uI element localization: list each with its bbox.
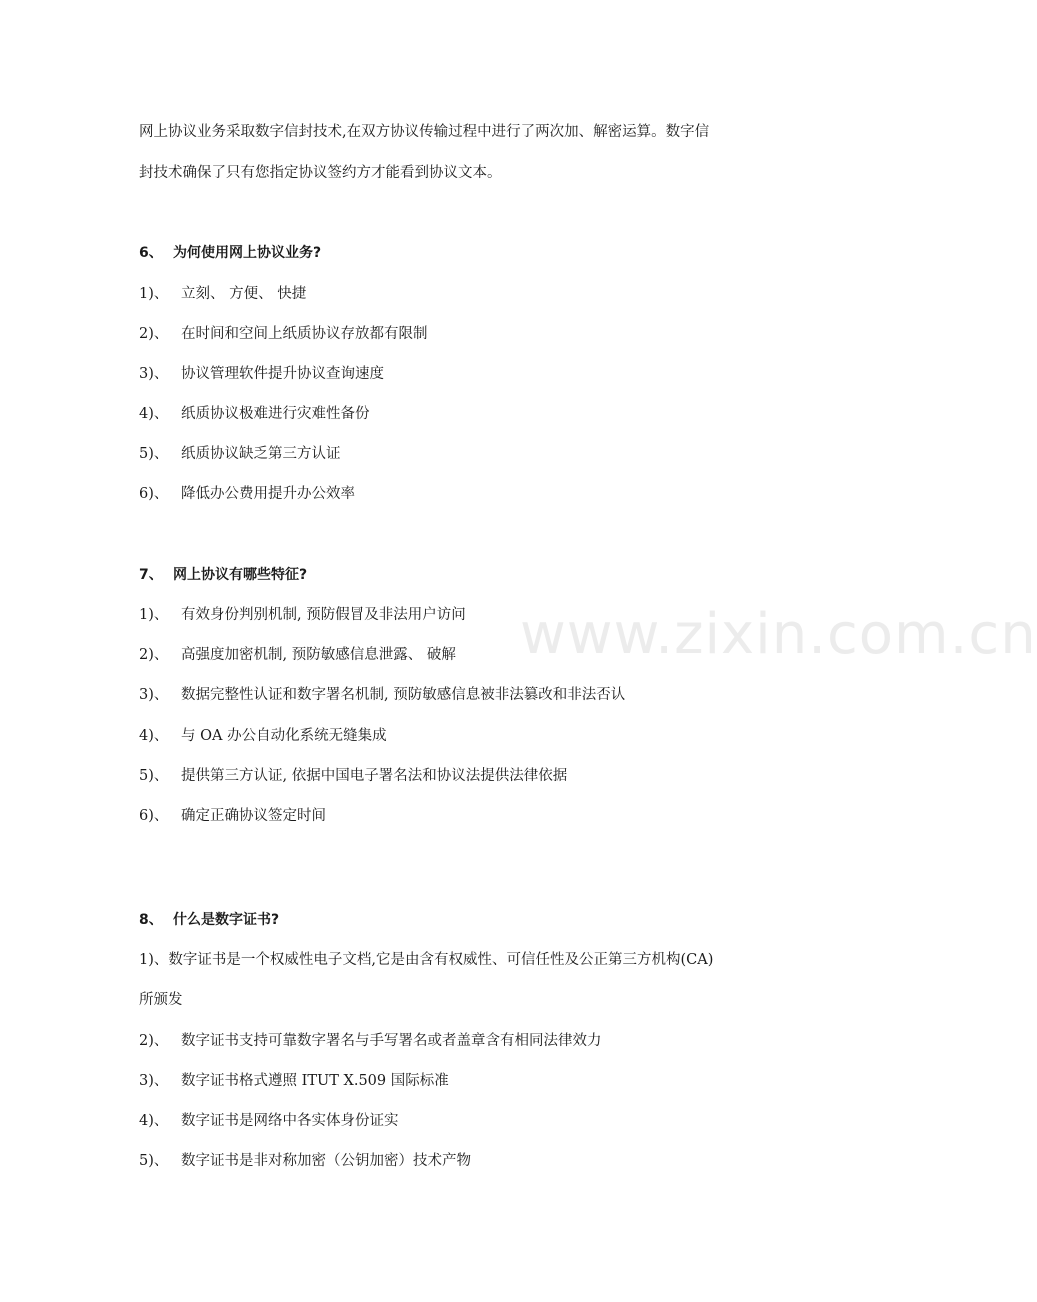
list-item-text: 确定正确协议签定时间	[181, 808, 326, 824]
list-item-number: 5)、	[139, 1153, 169, 1169]
list-item-number: 5)、	[139, 768, 169, 784]
list-item-number: 1)、	[139, 607, 169, 623]
list-item	[139, 950, 713, 970]
list-item	[139, 605, 466, 625]
list-item-text: 有效身份判别机制, 预防假冒及非法用户访问	[181, 607, 466, 623]
list-item	[139, 324, 428, 344]
list-item	[139, 1071, 449, 1091]
list-item-number: 4)、	[139, 406, 169, 422]
list-item-text: 提供第三方认证, 依据中国电子署名法和协议法提供法律依据	[181, 768, 568, 784]
section-8-title: 什么是数字证书?	[173, 912, 280, 928]
list-item-number: 2)、	[139, 326, 169, 342]
list-item-text: 高强度加密机制, 预防敏感信息泄露、 破解	[181, 647, 456, 663]
list-item-text: 数字证书是一个权威性电子文档,它是由含有权威性、可信任性及公正第三方机构(CA)	[168, 952, 714, 968]
list-item-number: 5)、	[139, 446, 169, 462]
list-item	[139, 364, 384, 384]
list-item-text: 协议管理软件提升协议查询速度	[181, 366, 384, 382]
list-item-text: 在时间和空间上纸质协议存放都有限制	[181, 326, 428, 342]
list-item-number: 1)、	[139, 286, 169, 302]
list-item	[139, 444, 341, 464]
list-item-continuation: 所颁发	[139, 992, 183, 1008]
list-item-text: 立刻、 方便、 快捷	[181, 286, 307, 302]
list-item	[139, 284, 306, 304]
list-item-number: 6)、	[139, 486, 169, 502]
section-6-title: 为何使用网上协议业务?	[173, 245, 322, 261]
list-item-number: 2)、	[139, 647, 169, 663]
section-7-title: 网上协议有哪些特征?	[173, 567, 308, 583]
list-item-number: 3)、	[139, 366, 169, 382]
section-8-heading	[139, 910, 279, 930]
list-item-number: 4)、	[139, 728, 169, 744]
list-item-text: 数字证书是网络中各实体身份证实	[181, 1113, 399, 1129]
list-item	[139, 685, 625, 705]
list-item-text: 纸质协议缺乏第三方认证	[181, 446, 341, 462]
section-7-heading	[139, 565, 307, 585]
list-item-text: 数字证书支持可靠数字署名与手写署名或者盖章含有相同法律效力	[181, 1033, 602, 1049]
list-item-number: 3)、	[139, 687, 169, 703]
list-item	[139, 484, 355, 504]
list-item	[139, 404, 370, 424]
intro-line-2: 封技术确保了只有您指定协议签约方才能看到协议文本。	[139, 165, 502, 181]
list-item	[139, 645, 456, 665]
list-item-text: 与 OA 办公自动化系统无缝集成	[181, 728, 387, 744]
list-item-number: 6)、	[139, 808, 169, 824]
list-item-text: 数字证书是非对称加密（公钥加密）技术产物	[181, 1153, 471, 1169]
list-item	[139, 726, 387, 746]
section-6-number: 6、	[139, 245, 163, 261]
list-item	[139, 806, 326, 826]
list-item-text: 降低办公费用提升办公效率	[181, 486, 355, 502]
list-item	[139, 1111, 399, 1131]
watermark: www.zixin.com.cn	[520, 602, 1037, 667]
list-item-text: 纸质协议极难进行灾难性备份	[181, 406, 370, 422]
section-7-number: 7、	[139, 567, 163, 583]
section-8-number: 8、	[139, 912, 163, 928]
list-item-number: 1)、	[139, 952, 169, 968]
list-item-text: 数据完整性认证和数字署名机制, 预防敏感信息被非法篡改和非法否认	[181, 687, 626, 703]
intro-line-1: 网上协议业务采取数字信封技术,在双方协议传输过程中进行了两次加、解密运算。数字信	[139, 124, 710, 140]
list-item	[139, 766, 567, 786]
section-6-heading	[139, 243, 321, 263]
list-item-number: 2)、	[139, 1033, 169, 1049]
list-item	[139, 1031, 602, 1051]
list-item-text: 数字证书格式遵照 ITUT X.509 国际标准	[181, 1073, 449, 1089]
list-item-number: 4)、	[139, 1113, 169, 1129]
list-item	[139, 1151, 471, 1171]
list-item-number: 3)、	[139, 1073, 169, 1089]
